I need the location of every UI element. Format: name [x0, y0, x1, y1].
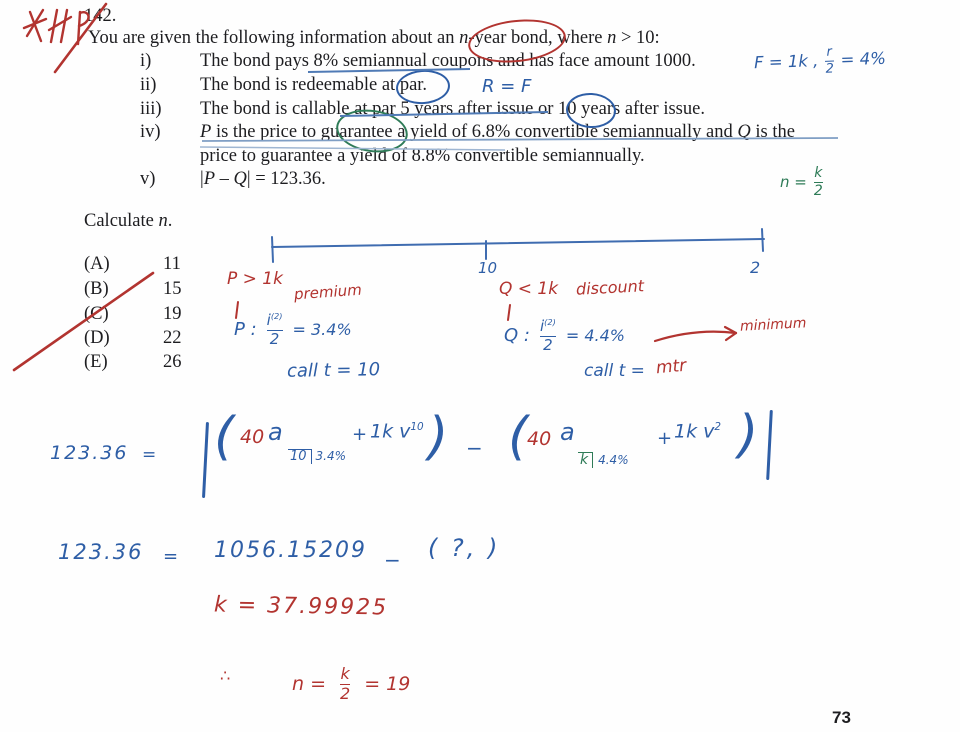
item-text-ii: The bond is redeemable at par. — [200, 75, 428, 95]
work2-equals: = — [163, 546, 179, 567]
item-text-v: |P – Q| = 123.36. — [200, 169, 326, 189]
choice-a-value: 11 — [163, 254, 181, 274]
work1-annuity-1: a — [268, 418, 283, 446]
note-face-fraction: $\frac{r}{2}$ — [825, 44, 835, 77]
work1-term-1b: 1k $v^{10}$ — [370, 420, 424, 443]
work1-abs-bar-right — [766, 410, 772, 480]
work1-equals: = — [142, 445, 157, 465]
note-call-t10: call t = 10 — [286, 359, 381, 382]
work1-close-paren-1: ) — [428, 407, 449, 467]
note-conclusion: n = $\frac{k}{2}$ = 19 — [292, 664, 411, 703]
work2-value: 1056.15209 — [214, 538, 367, 563]
note-therefore: ∴ — [220, 666, 231, 685]
note-p-yield: P : $\frac{i^{(2)}}{2}$ = 3.4% — [234, 311, 352, 348]
choice-e-value: 26 — [163, 352, 182, 372]
choice-c-value: 19 — [163, 304, 182, 324]
work1-open-paren-1: ( — [214, 407, 235, 467]
note-call-q-lead: call t = — [584, 361, 645, 381]
question-number: 142. — [84, 6, 117, 26]
question-intro: You are given the following information about an n-year bond, where n > 10: — [88, 28, 660, 48]
note-n-equals-k-over-2: n = $\frac{k}{2}$ — [780, 165, 823, 199]
work1-minus: − — [466, 436, 483, 460]
note-p-fraction: $\frac{i^{(2)}}{2}$ — [266, 311, 283, 348]
work1-plus-1: + — [352, 424, 368, 445]
choice-d-label: (D) — [84, 328, 110, 348]
work2-rest: ( ?, ) — [428, 534, 501, 562]
note-q-yield: Q : $\frac{i^{(2)}}{2}$ = 4.4% — [504, 317, 625, 354]
note-maturity: mtr — [655, 355, 687, 379]
choice-b-value: 15 — [163, 279, 182, 299]
item-text-iii: The bond is callable at par 5 years after issue or 10 years after issue. — [200, 99, 705, 119]
item-text-i: The bond pays 8% semiannual coupons and has face amount 1000. — [200, 51, 696, 71]
work1-lhs: 123.36 — [50, 442, 129, 464]
item-numeral-v: v) — [140, 169, 156, 189]
work1-angle-2: k 4.4% — [580, 452, 629, 468]
work2-lhs: 123.36 — [58, 540, 144, 564]
note-face-lead: F = 1k , — [753, 50, 819, 73]
work2-minus: − — [384, 548, 401, 572]
note-discount: discount — [575, 276, 645, 299]
item-text-iv-line1: P is the price to guarantee a yield of 6.8% convertible semiannually and Q is the — [200, 122, 795, 142]
note-face-rate — [754, 44, 887, 79]
work1-term-2b: 1k $v^2$ — [674, 420, 722, 443]
note-q-lt-1k: Q < 1k — [499, 279, 559, 299]
choice-b-label: (B) — [84, 279, 109, 299]
timeline-label-2: 2 — [750, 258, 761, 277]
item-numeral-iii: iii) — [140, 99, 162, 119]
timeline-label-10: 10 — [478, 259, 498, 277]
note-minimum: minimum — [739, 315, 807, 335]
work1-abs-bar-left — [202, 422, 208, 498]
item-numeral-ii: ii) — [140, 75, 157, 95]
red-corner-marks-icon — [24, 10, 89, 44]
note-conclusion-fraction: $\frac{k}{2}$ — [340, 664, 351, 703]
work1-open-paren-2: ( — [508, 407, 529, 467]
work1-annuity-2: a — [560, 418, 575, 446]
note-premium: premium — [293, 280, 363, 304]
work1-close-paren-2: ) — [738, 405, 759, 465]
note-q-fraction: $\frac{i^{(2)}}{2}$ — [539, 317, 556, 354]
work1-angle-1: 10 3.4% — [290, 449, 347, 464]
choice-e-label: (E) — [84, 352, 108, 372]
choice-a-label: (A) — [84, 254, 110, 274]
work1-plus-2: + — [657, 428, 673, 449]
note-k-value: k = 37.99925 — [213, 592, 389, 621]
work1-coef-1: 40 — [240, 426, 265, 448]
note-n-fraction: $\frac{k}{2}$ — [813, 165, 823, 199]
timeline — [272, 229, 764, 262]
work1-coef-2: 40 — [527, 428, 552, 450]
page-number: 73 — [832, 708, 851, 727]
note-p-gt-1k: P > 1k — [227, 269, 283, 289]
item-numeral-i: i) — [140, 51, 152, 71]
calculate-line: Calculate n. — [84, 211, 173, 231]
item-text-iv-line2: price to guarantee a yield of 8.8% convertible semiannually. — [200, 146, 645, 166]
item-numeral-iv: iv) — [140, 122, 161, 142]
choice-d-value: 22 — [163, 328, 182, 348]
red-arrow-minimum-icon — [655, 327, 736, 341]
note-r-equals-f: R = F — [482, 76, 532, 97]
choice-c-label: (C) — [84, 304, 109, 324]
note-face-tail: = 4% — [840, 48, 887, 70]
